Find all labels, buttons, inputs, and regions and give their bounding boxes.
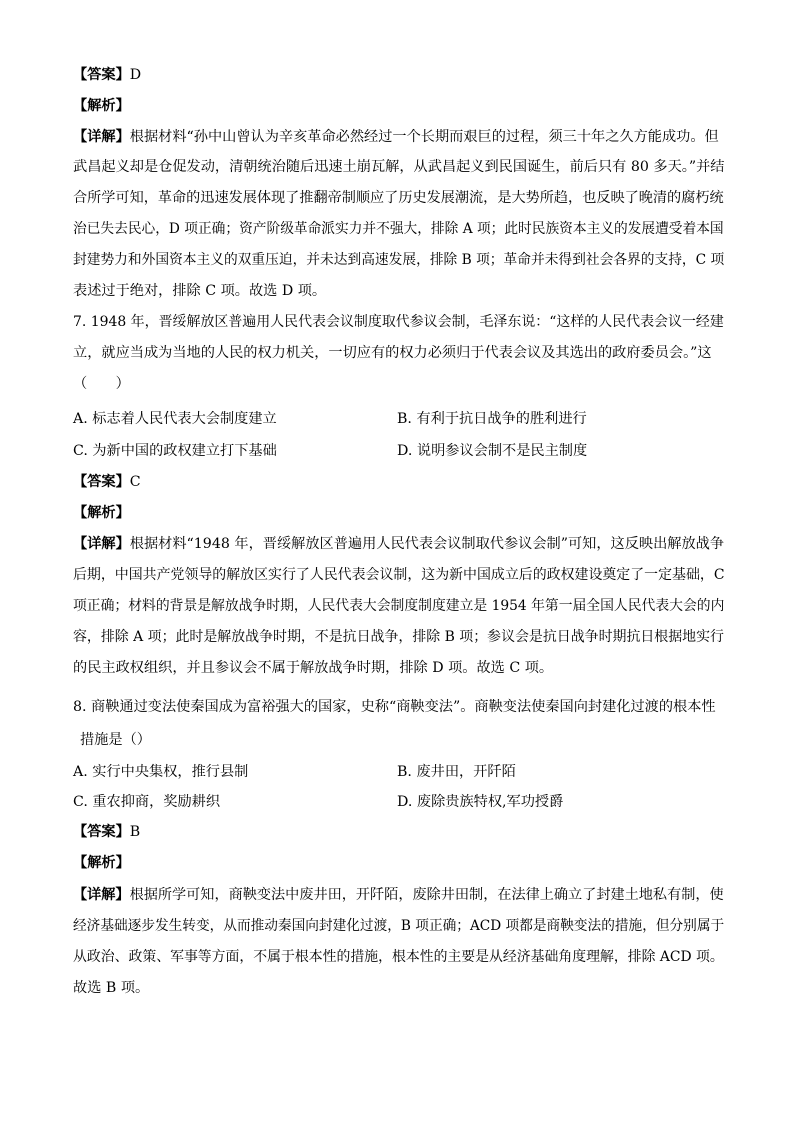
q7-stem-line: 7. 1948 年，晋绥解放区普遍用人民代表会议制度取代参议会制，毛泽东说：“这样的人民代表会议一经建 — [73, 314, 724, 330]
q7-detail-line — [73, 534, 724, 554]
answer-tag: 【答案】 — [73, 474, 130, 490]
answer-value: B — [129, 824, 141, 840]
answer-value: D — [129, 67, 142, 83]
q6-answer-line — [73, 65, 141, 85]
q8-answer-line — [73, 822, 140, 842]
q6-text-line: 治已失去民心，D 项正确；资产阶级革命派实力并不强大，排除 A 项；此时民族资本主义的发展遭受着本国 — [73, 221, 724, 237]
q7-answer-line — [73, 472, 141, 492]
q8-option-c: C. 重农抑商，奖励耕织 — [73, 794, 221, 810]
q7-text-line: 后期，中国共产党领导的解放区实行了人民代表会议制，这为新中国成立后的政权建设奠定了一定基础，C — [73, 567, 725, 583]
q7-stem-line: 立，就应当成为当地的人民的权力机关，一切应有的权力必须归于代表会议及其选出的政府委员会。”这 — [73, 345, 712, 361]
detail-text: 根据所学可知，商鞅变法中废井田，开阡陌，废除井田制，在法律上确立了封建土地私有制，使 — [129, 887, 724, 903]
q8-stem-line: 8. 商鞅通过变法使秦国成为富裕强大的国家，史称“商鞅变法”。商鞅变法使秦国向封建化过渡的根本性 — [73, 699, 716, 715]
answer-tag: 【答案】 — [73, 67, 130, 83]
q8-stem-line: 措施是（） — [80, 732, 151, 748]
q6-text-line: 表述过于绝对，排除 C 项。故选 D 项。 — [73, 283, 327, 299]
q6-text-line: 合所学可知，革命的迅速发展体现了推翻帝制顺应了历史发展潮流，是大势所趋，也反映了晚清的腐朽统 — [73, 190, 724, 206]
q6-text-line: 武昌起义却是仓促发动，清朝统治随后迅速土崩瓦解，从武昌起义到民国诞生，前后只有 80 多天。”并结 — [73, 159, 725, 175]
q6-text-line: 封建势力和外国资本主义的双重压迫，并未达到高速发展，排除 B 项；革命并未得到社会各界的支持，C 项 — [73, 252, 725, 268]
q8-option-a: A. 实行中央集权，推行县制 — [73, 764, 249, 780]
q6-analysis-tag: 【解析】 — [73, 98, 130, 114]
answer-tag: 【答案】 — [73, 824, 130, 840]
detail-text: 根据材料“1948 年，晋绥解放区普遍用人民代表会议制取代参议会制”可知，这反映出解放战争 — [129, 536, 725, 552]
q7-analysis-tag: 【解析】 — [73, 505, 130, 521]
q8-text-line: 从政治、政策、军事等方面，不属于根本性的措施，根本性的主要是从经济基础角度理解，排除 ACD 项。 — [73, 949, 724, 965]
q7-option-d: D. 说明参议会制不是民主制度 — [397, 443, 588, 459]
q7-text-line: 容，排除 A 项；此时是解放战争时期，不是抗日战争，排除 B 项；参议会是抗日战争时期抗日根据地实行 — [73, 629, 724, 645]
q8-option-b: B. 废井田，开阡陌 — [397, 764, 516, 780]
q7-text-line: 的民主政权组织，并且参议会不属于解放战争时期，排除 D 项。故选 C 项。 — [73, 660, 554, 676]
detail-text: 根据材料“孙中山曾认为辛亥革命必然经过一个长期而艰巨的过程，须三十年之久方能成功。但 — [129, 129, 719, 145]
detail-tag: 【详解】 — [73, 129, 130, 145]
q8-detail-line — [73, 885, 724, 905]
q6-detail-line — [73, 127, 719, 147]
q7-answer-blank: （ ） — [73, 376, 130, 392]
q7-option-b: B. 有利于抗日战争的胜利进行 — [397, 411, 587, 427]
detail-tag: 【详解】 — [73, 536, 130, 552]
q8-text-line: 故选 B 项。 — [73, 980, 150, 996]
q8-option-d: D. 废除贵族特权,军功授爵 — [397, 794, 564, 810]
answer-value: C — [129, 474, 141, 490]
q7-option-c: C. 为新中国的政权建立打下基础 — [73, 443, 277, 459]
q8-analysis-tag: 【解析】 — [73, 855, 130, 871]
q8-text-line: 经济基础逐步发生转变，从而推动秦国向封建化过渡，B 项正确；ACD 项都是商鞅变法的措施，但分别属于 — [73, 918, 725, 934]
q7-text-line: 项正确；材料的背景是解放战争时期，人民代表大会制度制度建立是 1954 年第一届全国人民代表大会的内 — [73, 598, 725, 614]
q7-option-a: A. 标志着人民代表大会制度建立 — [73, 411, 277, 427]
detail-tag: 【详解】 — [73, 887, 130, 903]
